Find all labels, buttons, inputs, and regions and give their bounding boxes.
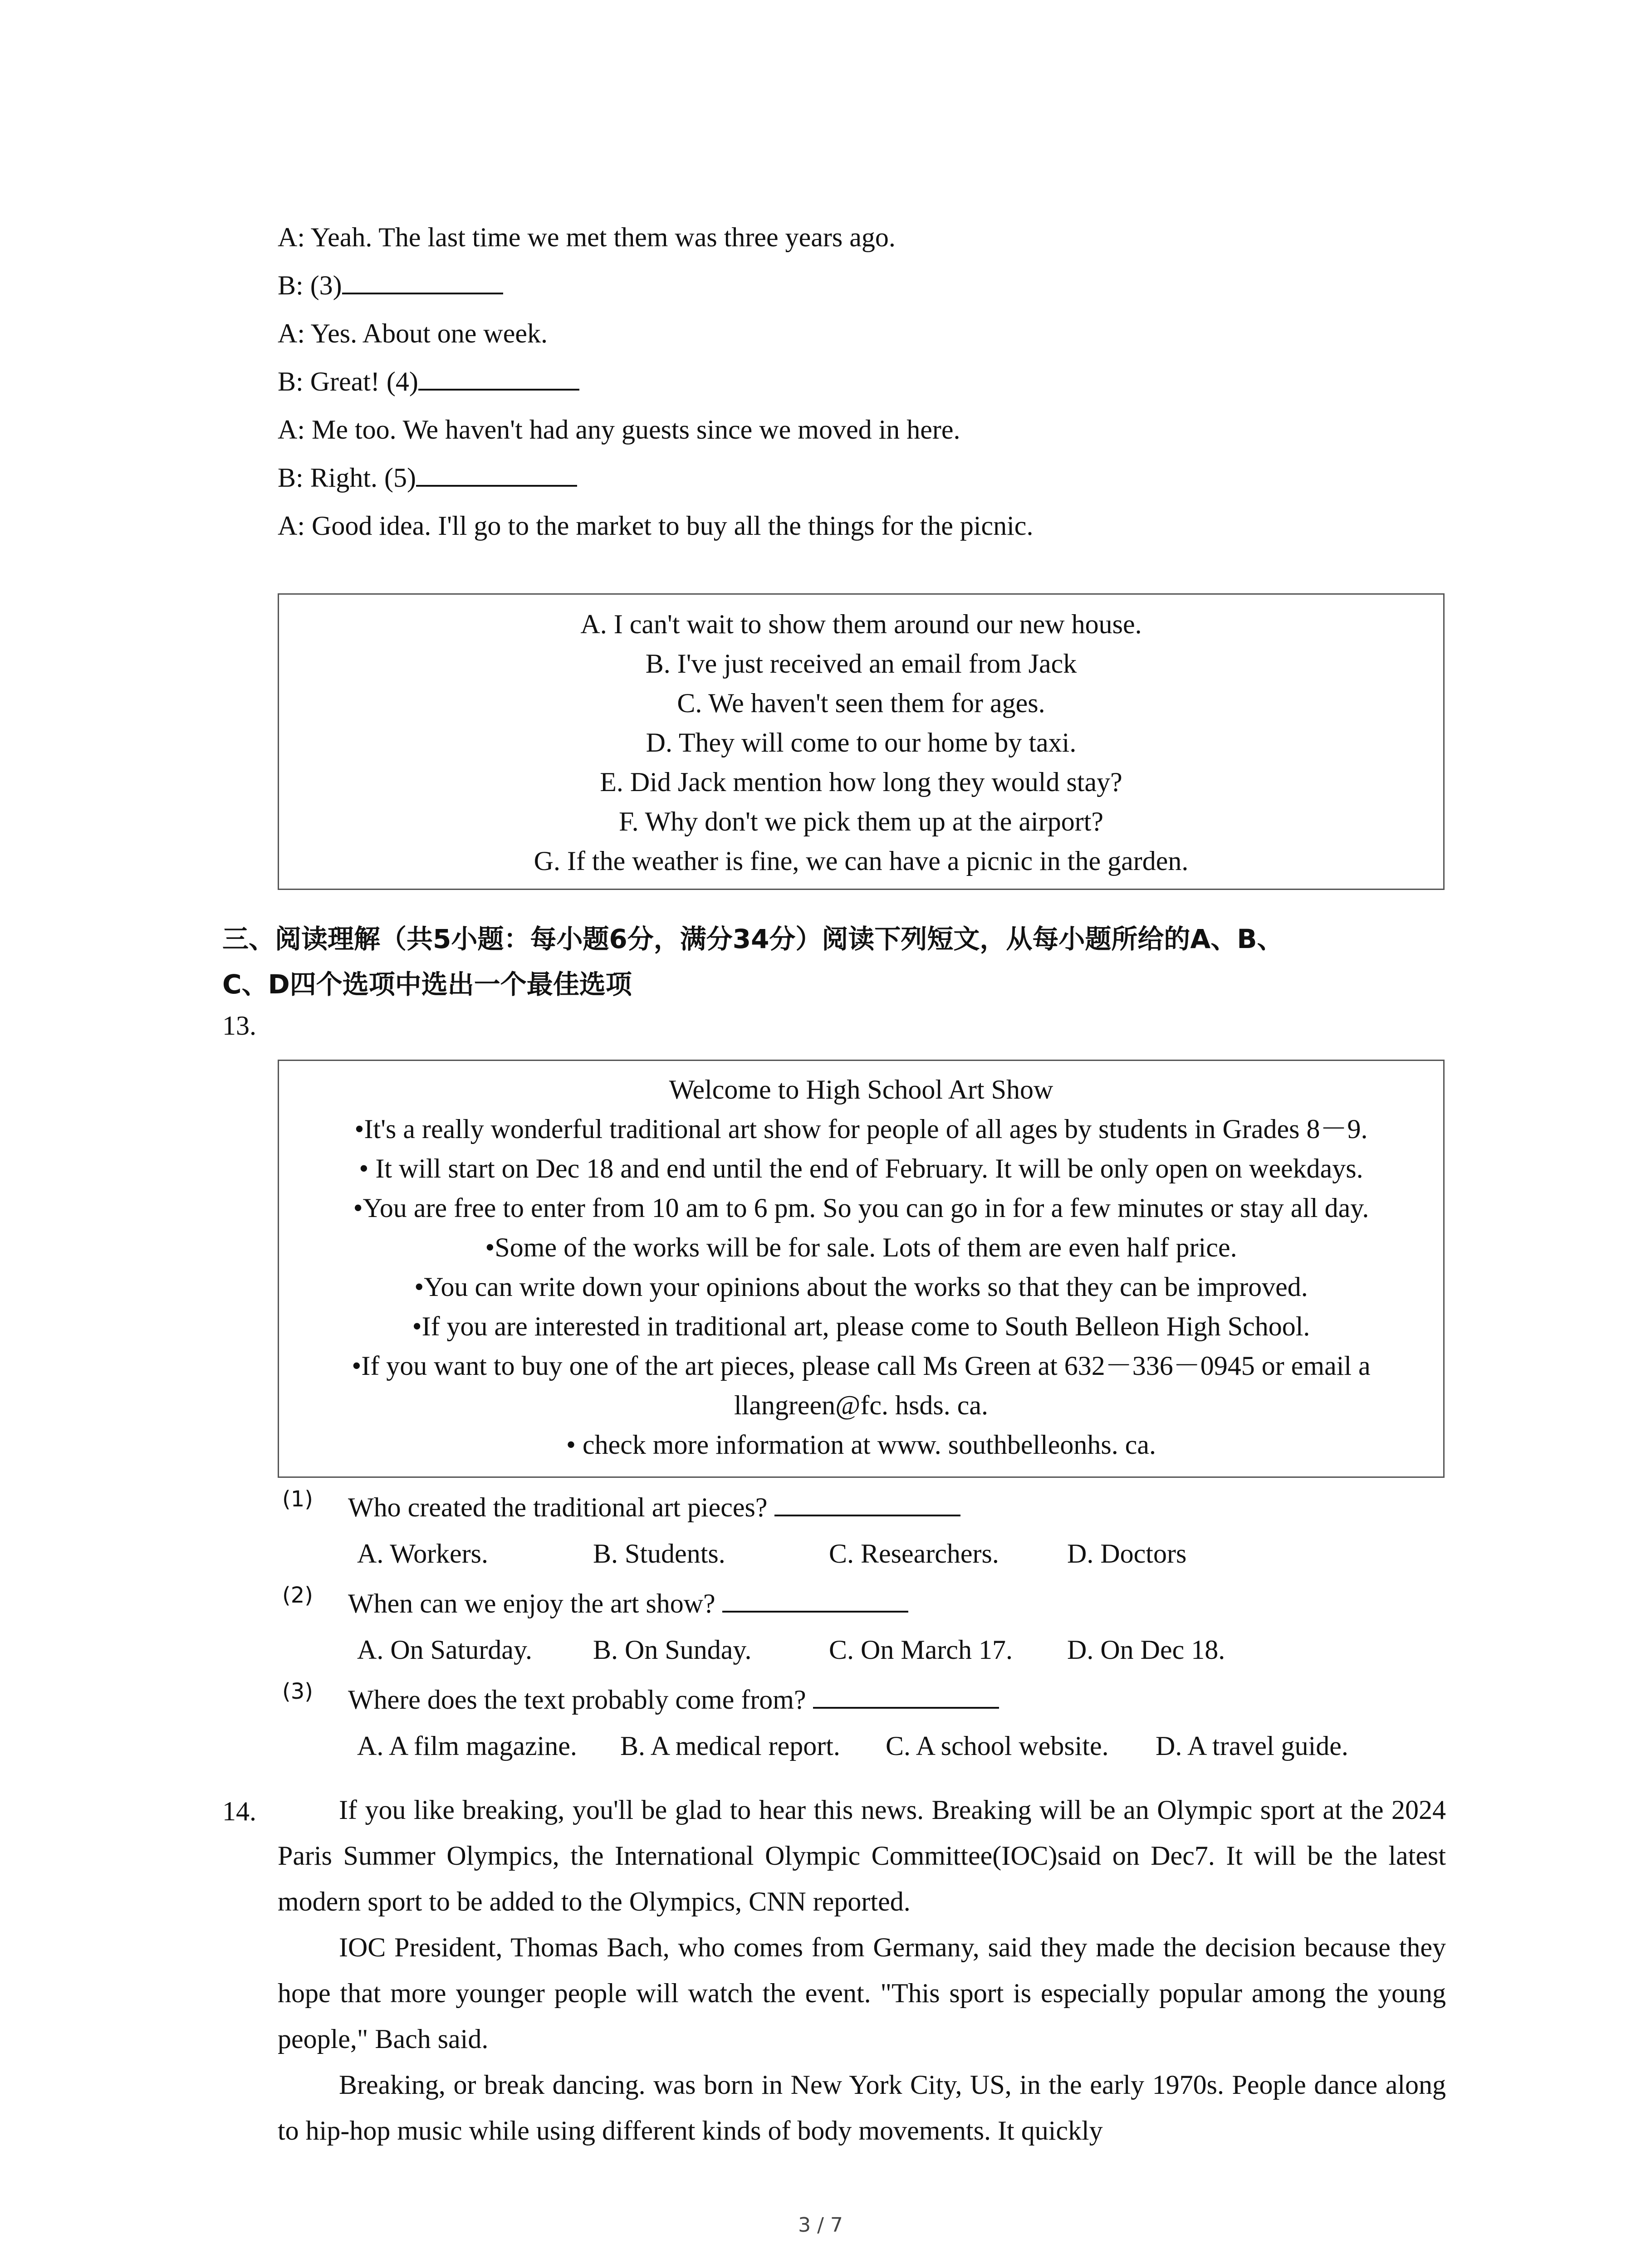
passage-paragraph: Breaking, or break dancing. was born in New York City, US, in the early 1970s. People dance along to hip-hop music while using different kinds of body movements. It quickly (278, 2070, 1446, 2146)
dialogue-line: B: Right. (5) (278, 454, 1457, 502)
options-box (278, 593, 1445, 890)
choice[interactable]: A. On Saturday. (357, 1635, 533, 1665)
dialogue-line: A: Yeah. The last time we met them was three years ago. (278, 222, 896, 252)
option-item: G. If the weather is fine, we can have a picnic in the garden. (534, 846, 1189, 876)
choice[interactable]: C. A school website. (886, 1731, 1109, 1761)
question-number: 14. (222, 1796, 256, 1826)
answer-blank[interactable] (416, 459, 577, 487)
answer-blank[interactable] (418, 362, 579, 391)
dialogue (278, 213, 1457, 550)
answer-blank[interactable] (774, 1488, 960, 1516)
option-item: C. We haven't seen them for ages. (677, 688, 1045, 718)
sub-question (278, 1676, 1457, 1772)
sub-question-number: (3) (282, 1679, 313, 1704)
notice-line: •You are free to enter from 10 am to 6 pm. So you can go in for a few minutes or stay all day. (353, 1193, 1369, 1223)
choice[interactable]: C. Researchers. (829, 1539, 999, 1569)
question-stem: Who created the traditional art pieces? (348, 1487, 960, 1528)
notice-line: •If you are interested in traditional art, please come to South Belleon High School. (412, 1311, 1310, 1341)
section-heading: 三、阅读理解（共5小题：每小题6分，满分34分）阅读下列短文，从每小题所给的A、B、 C、D四个选项中选出一个最佳选项 (222, 924, 1283, 1000)
answer-blank[interactable] (342, 266, 503, 294)
dialogue-line: A: Me too. We haven't had any guests since we moved in here. (278, 415, 960, 445)
choice[interactable]: D. On Dec 18. (1067, 1635, 1225, 1665)
option-item: F. Why don't we pick them up at the airport? (619, 807, 1103, 836)
option-item: A. I can't wait to show them around our new house. (580, 609, 1142, 639)
answer-blank[interactable] (813, 1681, 999, 1709)
notice-line: llangreen@fc. hsds. ca. (734, 1390, 989, 1420)
option-item: E. Did Jack mention how long they would stay? (600, 767, 1122, 797)
sub-question-number: (1) (282, 1486, 313, 1512)
answer-blank[interactable] (722, 1584, 908, 1613)
answer-choices (357, 1533, 1186, 1574)
dialogue-line: A: Good idea. I'll go to the market to buy all the things for the picnic. (278, 511, 1034, 541)
sub-question-number: (2) (282, 1583, 313, 1608)
choice[interactable]: B. Students. (593, 1539, 725, 1569)
notice-line: •It's a really wonderful traditional art show for people of all ages by students in Grades 8－9. (354, 1114, 1368, 1144)
reading-passage (278, 1787, 1446, 2154)
choice[interactable]: C. On March 17. (829, 1635, 1013, 1665)
option-item: B. I've just received an email from Jack (645, 649, 1077, 679)
notice-line: • It will start on Dec 18 and end until the end of February. It will be only open on weekdays. (359, 1154, 1363, 1183)
question-number: 13. (222, 1011, 256, 1041)
answer-choices (357, 1629, 1225, 1670)
sub-questions (278, 1483, 1457, 1772)
notice-line: •You can write down your opinions about the works so that they can be improved. (414, 1272, 1308, 1302)
choice[interactable]: D. Doctors (1067, 1539, 1187, 1569)
choice[interactable]: B. A medical report. (620, 1731, 840, 1761)
sub-question (278, 1579, 1457, 1676)
choice[interactable]: D. A travel guide. (1156, 1731, 1348, 1761)
answer-choices (357, 1725, 1348, 1766)
question-stem: When can we enjoy the art show? (348, 1583, 908, 1624)
choice[interactable]: A. A film magazine. (357, 1731, 577, 1761)
notice-line: •If you want to buy one of the art pieces, please call Ms Green at 632－336－0945 or email a (352, 1351, 1371, 1381)
passage-paragraph: If you like breaking, you'll be glad to hear this news. Breaking will be an Olympic sport at the 2024 Paris Summer Olympics, the International Olympic Committee(IOC)said on Dec7. It will be the latest modern sport to be added to the Olympics, CNN reported. (278, 1795, 1446, 1916)
dialogue-line: B: (3) (278, 261, 1457, 309)
page-number: 3 / 7 (798, 2214, 843, 2237)
option-item: D. They will come to our home by taxi. (646, 728, 1077, 758)
dialogue-line: B: Great! (4) (278, 357, 1457, 406)
notice-line: • check more information at www. southbelleonhs. ca. (566, 1430, 1156, 1460)
passage-paragraph: IOC President, Thomas Bach, who comes from Germany, said they made the decision because they hope that more younger people will watch the event. "This sport is especially popular among the young people," Bach said. (278, 1932, 1446, 2054)
notice-title: Welcome to High School Art Show (669, 1075, 1053, 1105)
sub-question (278, 1483, 1457, 1579)
choice[interactable]: A. Workers. (357, 1539, 489, 1569)
notice-line: •Some of the works will be for sale. Lots of them are even half price. (485, 1232, 1237, 1262)
choice[interactable]: B. On Sunday. (593, 1635, 752, 1665)
dialogue-line: A: Yes. About one week. (278, 318, 548, 348)
question-stem: Where does the text probably come from? (348, 1679, 999, 1720)
art-show-notice (278, 1060, 1445, 1478)
